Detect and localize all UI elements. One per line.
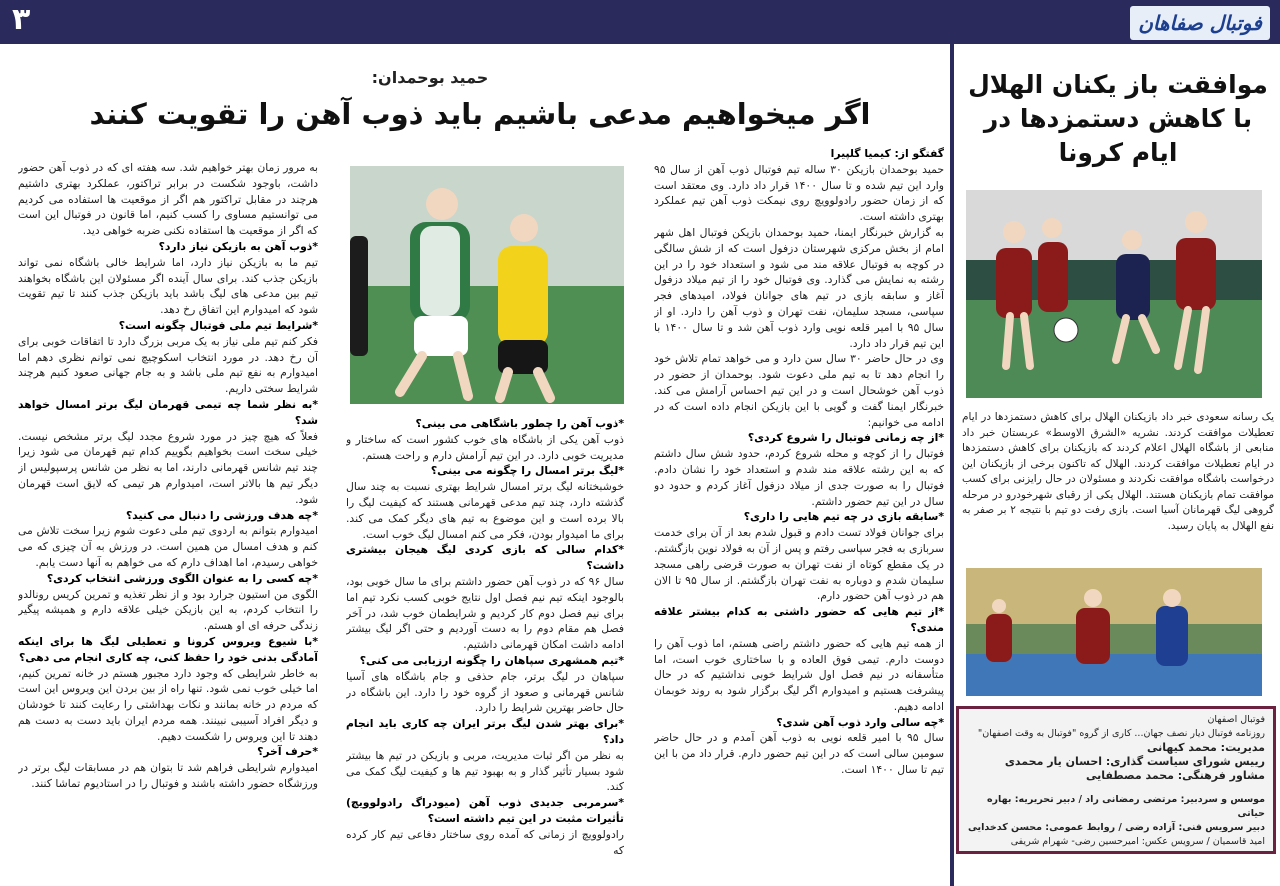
sidebar-title: موافقت باز یکنان الهلال با کاهش دستمزدها در ایام کرونا [968,70,1268,167]
article-paragraph: به نظر من اگر ثبات مدیریت، مربی و بازیکن در تیم ها بیشتر شود بسیار تأثیر گذار و به بهبود تیم ها و کیفیت لیگ کمک می کند. [346,748,624,794]
article-kicker: حمید بوحمدان: [371,68,489,87]
question-heading: *از چه زمانی فوتبال را شروع کردی؟ [747,431,944,445]
question-heading: *ذوب آهن را چطور باشگاهی می بینی؟ [415,417,624,430]
article-paragraph: سال ۹۵ با امیر قلعه نویی به ذوب آهن آمدم و در حال حاضر سومین سالی است که در این تیم حضور دارم. قرار داد من با این تیم تا سال ۱۴۰۰ است. [654,731,944,777]
question-heading: *از تیم هایی که حضور داشتی به کدام بیشتر علاقه مندی؟ [654,605,944,634]
article-paragraph: به گزارش خبرنگار ایمنا، حمید بوحمدان بازیکن فوتبال اهل شهر امام از بخش مرکزی شهرستان دزفول است که از شش سالگی در کوچه به فوتبال علاقه مند می شود و استعداد خود را در این رشته به نمایش می گذارد. وی فوتبال خود را از تیم میلاد دزفول آغاز و سابقه بازی در تیم های جوانان فولاد، امیدهای فجر سپاسی، مسجد سلیمان، نفت تهران و ذوب آهن را دارد. او از سال ۹۵ با امیر قلعه نویی وارد ذوب آهن شد و تا سال ۱۴۰۰ با این تیم قرار داد دارد. [654,225,944,350]
question-heading: *سرمربی جدیدی ذوب آهن (میودراگ رادولوویچ) تأثیرات مثبت در این تیم داشته است؟ [346,796,624,825]
credits-box [956,706,1276,854]
credits-line-7: دبیر سرویس فنی: آزاده رضی / روابط عمومی: محسن کدخدایی [967,822,1265,833]
article-paragraph: امیدوارم بتوانم به اردوی تیم ملی دعوت شوم زیرا سخت تلاش می کنم و هدف امسال من همین است. در ورزش به آن چیزی که می خواهی رسیدم، اما اهداف دارم که می خواهم به آنها دست یابم. [18,524,318,569]
credits-line-2: روزنامه فوتبال دیار نصف جهان... کاری از گروه "فوتبال به وقت اصفهان" [977,728,1265,739]
article-paragraph: سال ۹۶ که در ذوب آهن حضور داشتم برای ما سال خوبی بود، بالوجود اینکه تیم نیم فصل اول نتایج خوبی کسب نکرد تیم اما برای نیم فصل دوم کار کردیم و شرایطمان خوب شد، در آخر فصل هم مقام دوم را به دست آوردیم و حتی اگر لیگ بیشتر ادامه داشت امکان قهرمانی داشتیم. [346,574,624,652]
question-heading: *با شیوع ویروس کرونا و تعطیلی لیگ ها برای اینکه آمادگی بدنی خود را حفظ کنی، چه کاری انجام می دهی؟ [18,634,318,664]
article-paragraph: تیم ما به بازیکن نیاز دارد، اما شرایط خالی باشگاه نمی تواند بازیکن جذب کند. برای سال آینده اگر مسئولان این باشگاه بخواهند تیم بین مدعی های لیگ باشد باید بازیکن جذب کنند تا تیم تقویت شود که امیدوارم این اتفاق رخ دهد. [18,255,318,317]
masthead-logo: فوتبال صفاهان [1130,6,1270,40]
credits-line-6: موسس و سردبیر: مرتضی رمضانی راد / دبیر تحریریه: بهاره حیاتی [986,794,1265,819]
article-paragraph: حمید بوحمدان بازیکن ۳۰ ساله تیم فوتبال ذوب آهن از سال ۹۵ وارد این تیم شده و تا سال ۱۴۰۰ قرار داد دارد. وی معتقد است که از زمان حضور رادولوویچ روی نیمکت ذوب آهن تیم عملکرد بهتری داشته است. [654,162,944,224]
page-number: ۳ [12,2,31,37]
article-paragraph: فوتبال را از کوچه و محله شروع کردم، حدود شش سال داشتم که به این رشته علاقه مند شدم و استعداد خود را نشان دادم. فوتبال را به صورت جدی از میلاد دزفول آغاز کردم و حدود دو سال در این تیم حضور داشتم. [654,447,944,508]
article-paragraph: خوشبختانه لیگ برتر امسال شرایط بهتری نسبت به چند سال گذشته دارد، چند تیم مدعی قهرمانی هستند که کیفیت لیگ را بالا برده است و این موضوع به تیم های دیگر کمک می کند. برای ما امیدوار بودن، فکر می کنم امسال لیگ خوب است. [346,480,624,541]
sidebar-article [960,50,1276,176]
credits-line-4: رییس شورای سیاست گذاری: احسان یار محمدی [1004,755,1265,768]
article-column-right [654,146,944,866]
question-heading: *برای بهتر شدن لیگ برتر ایران چه کاری باید انجام داد؟ [346,717,624,746]
sidebar-photo-secondary [966,568,1262,696]
question-heading: گفتگو از: کیمیا گلپیرا [830,147,944,160]
question-heading: *حرف آخر؟ [257,745,318,759]
question-heading: *ذوب آهن به بازیکن نیاز دارد؟ [158,239,318,253]
credits-line-8: امید قاسمیان / سرویس عکس: امیرحسین رضی- شهرام شریفی [1010,836,1265,847]
column-separator [950,44,954,886]
article-paragraph: به خاطر شرایطی که وجود دارد مجبور هستم در خانه تمرین کنیم، اما خیلی خوب نمی شود. تنها راه از بین بردن این ویروس این است که مردم در خانه بمانند و نکات بهداشتی را رعایت کنند تا خودشان و دیگر افراد آسیبی نبینند. همه مردم ایران باید دست به دست هم دهند تا این ویروس را شکست دهیم. [18,666,318,743]
article-paragraph: وی در حال حاضر ۳۰ سال سن دارد و می خواهد تمام تلاش خود را انجام دهد تا به تیم ملی دعوت شود. بوحمدان از حضور در ذوب آهن خوشحال است و در این تیم احساس آرامش می کند. خبرنگار ایمنا گفت و گویی با این بازیکن انجام داده است که در ادامه می خوانیم: [654,352,944,429]
article-paragraph: برای جوانان فولاد تست دادم و قبول شدم بعد از آن برای خدمت سربازی به فجر سپاسی رفتم و پس از آن به فولاد نوین بازگشتم. در یک مقطع کوتاه از نفت تهران به صورت قرضی راهی مسجد سلیمان شدم و دوباره به نفت تهران بازگشتم. از سال ۹۵ تا الان هم در ذوب آهن حضور دارم. [654,526,944,603]
question-heading: *کدام سالی که بازی کردی لیگ هیجان بیشتری داشت؟ [346,543,624,573]
question-heading: *شرایط تیم ملی فوتبال چگونه است؟ [118,318,318,332]
question-heading: *تیم همشهری سپاهان را چگونه ارزیابی می کنی؟ [359,653,624,667]
article-photo [350,166,624,404]
article-paragraph: به مرور زمان بهتر خواهیم شد. سه هفته ای که در ذوب آهن حضور داشت، باوجود شکست در برابر تراکتور، عملکرد بهتری داشتیم هرچند در مقابل تراکتور هم اگر از موقعیت ها استفاده می کردیم می توانستیم مساوی را کسب کنیم، اما قانون در فوتبال این است که اگر از موقعیت ها استفاده نکنی ضربه خواهی دید. [18,161,318,238]
question-heading: *سابقه بازی در چه تیم هایی را داری؟ [743,510,944,524]
article-column-left [18,160,318,866]
sidebar-body: یک رسانه سعودی خبر داد بازیکنان الهلال برای کاهش دستمزدها در ایام تعطیلات موافقت کردند. نشریه «الشرق الاوسط» عربستان خبر داد منابعی از باشگاه الهلال اعلام کردند که بازیکنان برای کاهش دستمزدها در ایام تعطیلات موافقت کردند. الهلال که تاکنون برخی از بازیکنان این درخواست باشگاه موافقت نکردند و مسئولان در حال رایزنی برای کسب موافقت تمام بازیکنان هستند. الهلال یکی از رقبای شهرخودرو در مرحله گروهی لیگ قهرمانان آسیا است. بازی رفت دو تیم با نتیجه ۲ بر صفر به نفع الهلال به پایان رسید. [962,411,1274,532]
article-paragraph: ذوب آهن یکی از باشگاه های خوب کشور است که ساختار و مدیریت خوبی دارد. در این تیم آرامش دارم و راحت هستم. [346,432,624,462]
question-heading: *لیگ برتر امسال را چگونه می بینی؟ [430,464,624,478]
article-paragraph: امیدوارم شرایطی فراهم شد تا بتوان هم در مسابقات لیگ برتر در ورزشگاه حضور داشته باشند و فوتبال را در استادیوم تماشا کنند. [18,761,318,791]
credits-line-1: فوتبال اصفهان [1207,714,1265,725]
article-headline: اگر میخواهیم مدعی باشیم باید ذوب آهن را تقویت کنند [89,97,871,131]
question-heading: *چه سالی وارد ذوب آهن شدی؟ [776,715,944,729]
sidebar-photo-main [966,190,1262,398]
top-bar [0,0,1280,44]
article-paragraph: رادولوویچ از زمانی که آمده روی ساختار دفاعی تیم کار کرده که [346,827,624,857]
credits-line-5: مشاور فرهنگی: محمد مصطفایی [1085,769,1265,782]
credits-line-3: مدیریت: محمد کیهانی [1147,741,1265,754]
question-heading: *چه هدف ورزشی را دنبال می کنید؟ [125,508,318,522]
article-paragraph: فعلاً که هیچ چیز در مورد شروع مجدد لیگ برتر مشخص نیست. خیلی سخت است بخواهیم بگوییم کدام تیم قهرمان می شود زیرا چند تیم شانس قهرمانی دارند، اما به نظر من شانس پرسپولیس از دیگر تیم ها بالاتر است، امیدوارم هر تیمی که لایق است قهرمان شود. [18,429,318,506]
question-heading: *به نظر شما چه تیمی قهرمان لیگ برتر امسال خواهد شد؟ [18,397,318,427]
question-heading: *چه کسی را به عنوان الگوی ورزشی انتخاب کردی؟ [46,571,318,585]
article-paragraph: سپاهان در لیگ برتر، جام حذفی و جام باشگاه های آسیا شانس قهرمانی و صعود از گروه خود را دارد. این باشگاه در حال حاضر بهترین شرایط را دارد. [346,669,624,715]
article-paragraph: فکر کنم تیم ملی نیاز به یک مربی بزرگ دارد تا اتفاقات خوبی برای آن رخ دهد. در مورد انتخاب اسکوچیچ نمی توانم نظری دهم اما امیدوارم به نفع تیم ملی باشد و به جام جهانی صعود کنیم هرچند شرایط سختی داریم. [18,334,318,396]
article-column-middle [346,416,624,866]
article-paragraph: از همه تیم هایی که حضور داشتم راضی هستم، اما ذوب آهن را دوست دارم. تیمی فوق العاده و با ساختاری خوب است، اما متأسفانه در نیم فصل اول شرایط خوبی نداشتیم که در حال پیشرفت هستیم و امیدوارم اگر لیگ برگزار شود به روند خوبمان ادامه دهیم. [654,636,944,713]
article-paragraph: الگوی من استیون جرارد بود و از نظر تغذیه و تمرین کریس رونالدو را انتخاب کردم، به این بازیکن خیلی علاقه دارم و همیشه پیگیر زندگی حرفه ای او هستم. [18,587,318,633]
